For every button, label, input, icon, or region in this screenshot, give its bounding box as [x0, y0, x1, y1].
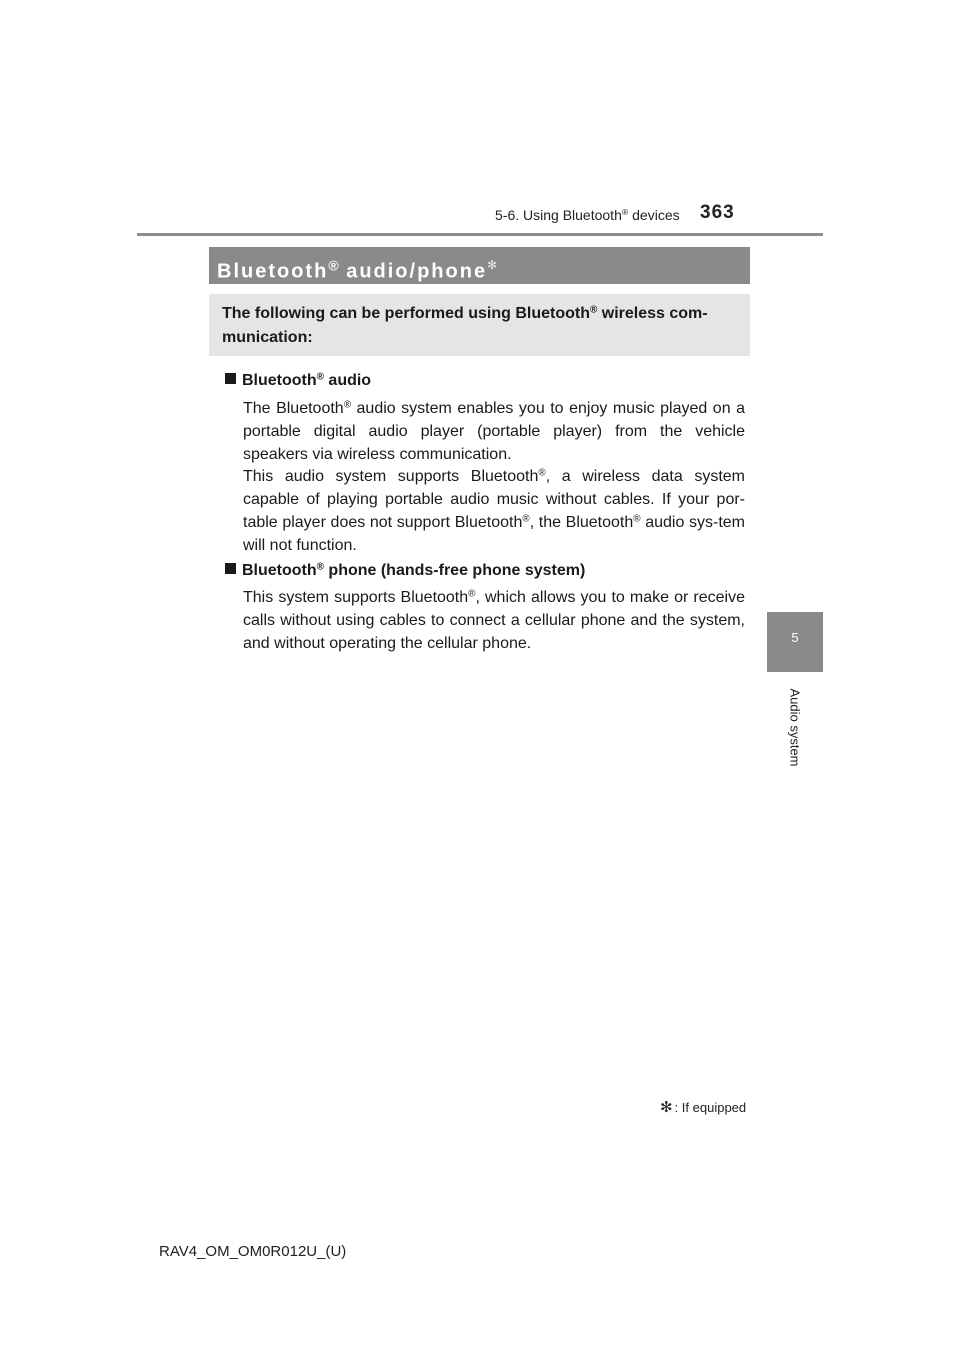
square-bullet-icon — [225, 373, 236, 384]
paragraph-phone — [243, 586, 745, 655]
registered-mark: ® — [316, 561, 324, 573]
chapter-tab — [767, 612, 823, 672]
asterisk-icon: ✻ — [660, 1099, 673, 1116]
section-heading-phone — [225, 562, 585, 580]
para-text: , the Bluetooth — [529, 514, 634, 531]
section-header — [495, 207, 680, 223]
heading-text: Bluetooth — [242, 562, 317, 579]
asterisk-icon: ✻ — [487, 258, 500, 272]
paragraph-audio-intro — [243, 397, 745, 466]
header-rule — [137, 233, 823, 236]
intro-text: The following can be performed using Bluetooth — [222, 305, 590, 322]
chapter-label: Audio system — [787, 688, 803, 767]
title-text-rest: audio/phone — [338, 260, 488, 283]
intro-text-end: wireless com-munication: — [222, 305, 708, 346]
heading-text-end: audio — [323, 372, 372, 389]
section-header-text-end: devices — [628, 207, 680, 223]
para-text: This audio system supports Bluetooth — [243, 468, 539, 485]
registered-mark: ® — [343, 399, 352, 411]
para-text: audio sys-tem will not function. — [243, 514, 745, 554]
registered-mark: ® — [522, 513, 530, 525]
registered-mark: ® — [633, 513, 641, 525]
registered-mark: ® — [538, 467, 546, 479]
heading-text: Bluetooth — [242, 372, 317, 389]
square-bullet-icon — [225, 563, 236, 574]
para-text: audio system enables you to enjoy music played on a portable digital audio player (portable player) from the vehicle speakers via wireless communication. — [243, 400, 746, 463]
registered-mark: ® — [468, 588, 476, 600]
para-text: The Bluetooth — [243, 400, 344, 417]
registered-mark: ® — [328, 257, 339, 274]
para-text: , a wireless data system capable of playing portable audio music without cables. If your por-table player does not support Bluetooth — [243, 468, 745, 531]
page-title — [209, 247, 750, 284]
document-id: RAV4_OM_OM0R012U_(U) — [159, 1243, 347, 1260]
section-heading-audio — [225, 372, 371, 390]
paragraph-audio-support — [243, 465, 745, 557]
registered-mark: ® — [316, 371, 324, 383]
footnote — [660, 1098, 746, 1116]
registered-mark: ® — [621, 207, 629, 218]
heading-text-end: phone (hands-free phone system) — [323, 562, 586, 579]
chapter-number: 5 — [791, 630, 799, 645]
section-header-text: 5-6. Using Bluetooth — [495, 207, 622, 223]
intro-box — [209, 294, 750, 356]
registered-mark: ® — [590, 304, 598, 316]
footnote-text: : If equipped — [674, 1100, 747, 1115]
para-text: This system supports Bluetooth — [243, 589, 469, 606]
para-text: , which allows you to make or receive calls without using cables to connect a cellular phone and the system, and without operating the cellular phone. — [243, 589, 745, 652]
title-text: Bluetooth — [217, 260, 329, 283]
page-number: 363 — [700, 202, 735, 223]
